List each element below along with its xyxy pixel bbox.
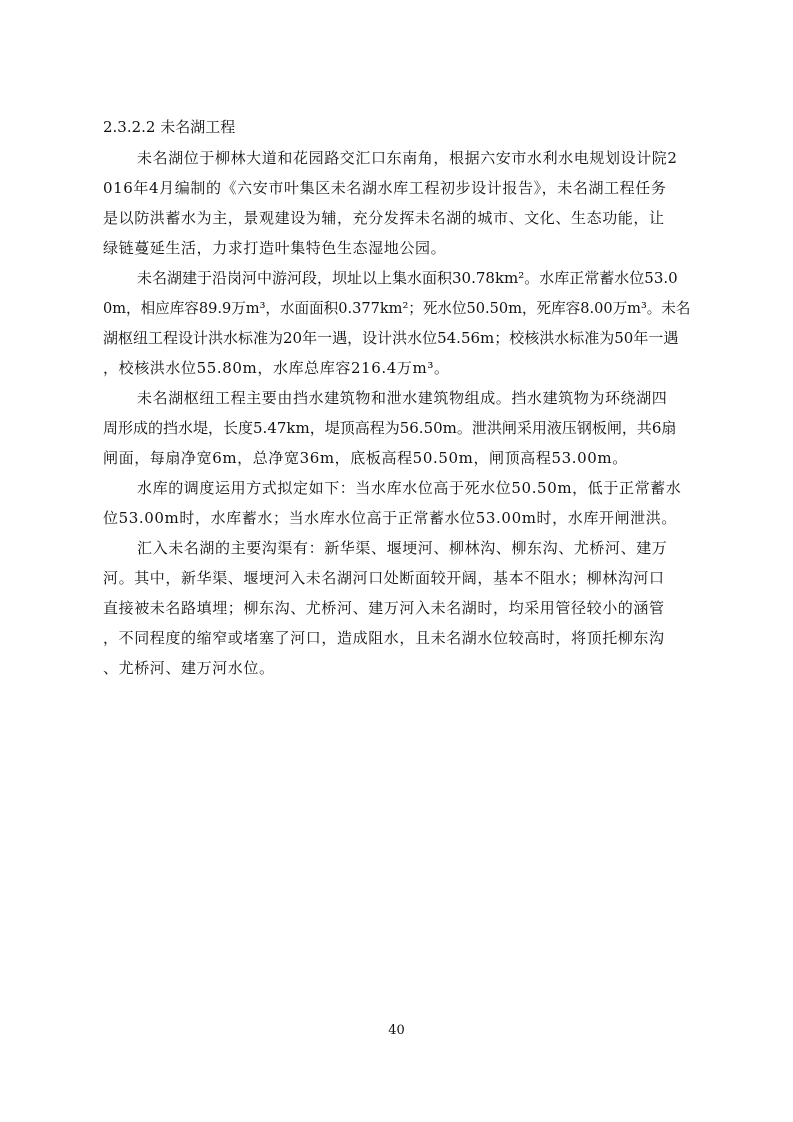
paragraph-line: ，不同程度的缩窄或堵塞了河口，造成阻水，且未名湖水位较高时，将顶托柳东沟 — [103, 629, 665, 647]
paragraph-line: ，校核洪水位55.80m，水库总库容216.4万m³。 — [103, 359, 450, 377]
paragraph-line: 未名湖枢纽工程主要由挡水建筑物和泄水建筑物组成。挡水建筑物为环绕湖四 — [137, 389, 668, 407]
paragraph-line: 0m，相应库容89.9万m³，水面面积0.377km²；死水位50.50m，死库容8.00万m³。未名 — [103, 299, 691, 317]
page-number: 40 — [388, 1023, 405, 1038]
paragraph-line: 湖枢纽工程设计洪水标准为20年一遇，设计洪水位54.56m；校核洪水标准为50年一遇 — [103, 329, 679, 347]
paragraph-line: 016年4月编制的《六安市叶集区未名湖水库工程初步设计报告》，未名湖工程任务 — [103, 179, 667, 197]
paragraph-line: 未名湖建于沿岗河中游河段，坝址以上集水面积30.78km²。水库正常蓄水位53.0 — [137, 269, 678, 287]
paragraph-line: 直接被未名路填埋；柳东沟、尤桥河、建万河入未名湖时，均采用管径较小的涵管 — [103, 599, 665, 617]
paragraph-line: 是以防洪蓄水为主，景观建设为辅，充分发挥未名湖的城市、文化、生态功能，让 — [103, 209, 665, 227]
paragraph-line: 河。其中，新华渠、堰埂河入未名湖河口处断面较开阔，基本不阻水；柳林沟河口 — [103, 569, 665, 587]
paragraph-line: 、尤桥河、建万河水位。 — [103, 659, 275, 677]
paragraph-line: 周形成的挡水堤，长度5.47km，堤顶高程为56.50m。泄洪闸采用液压钢板闸，共6扇 — [103, 419, 677, 437]
paragraph-line: 绿链蔓延生活，力求打造叶集特色生态湿地公园。 — [103, 239, 447, 257]
paragraph-line: 汇入未名湖的主要沟渠有：新华渠、堰埂河、柳林沟、柳东沟、尤桥河、建万 — [137, 539, 668, 557]
section-heading: 2.3.2.2 未名湖工程 — [103, 118, 236, 136]
paragraph-line: 未名湖位于柳林大道和花园路交汇口东南角，根据六安市水利水电规划设计院2 — [137, 149, 678, 167]
paragraph-line: 水库的调度运用方式拟定如下：当水库水位高于死水位50.50m，低于正常蓄水 — [137, 479, 682, 497]
paragraph-line: 闸面，每扇净宽6m，总净宽36m，底板高程50.50m，闸顶高程53.00m。 — [103, 449, 628, 467]
paragraph-line: 位53.00m时，水库蓄水；当水库水位高于正常蓄水位53.00m时，水库开闸泄洪。 — [103, 509, 677, 527]
